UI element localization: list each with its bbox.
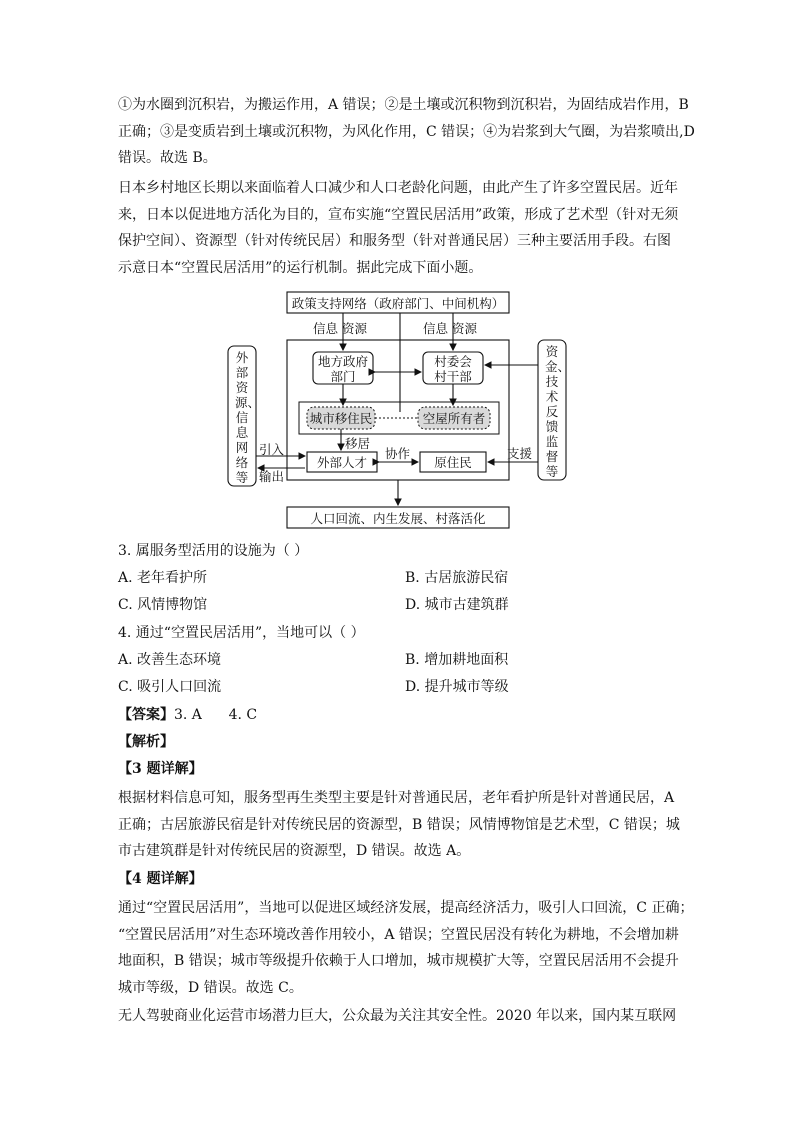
next-paragraph: [118, 1003, 678, 1030]
question-3-option-d[interactable]: D. 城市古建筑群: [405, 597, 509, 613]
diagram-lines: [225, 290, 570, 535]
support-label: 支援: [507, 446, 533, 461]
info-resource-left-label: 信息 资源: [313, 321, 367, 336]
info-resource-right-label: 信息 资源: [423, 321, 477, 336]
text-line: 示意日本“空置民居活用”的运行机制。据此完成下面小题。: [118, 259, 483, 276]
external-talent-box: 外部人才: [316, 455, 367, 470]
text-line: “空置民居活用”对生态环境改善作用较小，A 错误；空置民居没有转化为耕地，不会增加耕: [118, 926, 679, 943]
text-line: 正确；③是变质岩到土壤或沉积物，为风化作用，C 错误；④为岩浆到大气圈，为岩浆喷出,D: [118, 123, 695, 140]
funding-tech-box: 资金、技术反馈监督等: [545, 344, 571, 479]
question-3-option-c[interactable]: C. 风情博物馆: [118, 597, 208, 613]
external-resources-box: 外部资源、信息网络等: [235, 350, 261, 485]
q3-detail-label: 【3 题详解】: [118, 761, 203, 777]
q3-detail-text: [118, 785, 678, 865]
q4-detail-label: 【4 题详解】: [118, 871, 203, 887]
text-line: 正确；古居旅游民宿是针对传统民居的资源型，B 错误；风情博物馆是艺术型，C 错误；城: [118, 816, 680, 833]
introduce-label: 引入: [259, 442, 285, 457]
text-line: 保护空间）、资源型（针对传统民居）和服务型（针对普通民居）三种主要活用手段。右图: [118, 233, 671, 249]
text-line: 市古建筑群是针对传统民居的资源型，D 错误。故选 A。: [118, 843, 471, 859]
relocate-label: 移居: [345, 436, 371, 451]
text-line: 日本乡村地区长期以来面临着人口减少和人口老龄化问题，由此产生了许多空置民居。近年: [118, 180, 678, 196]
answer-label: 【答案】: [118, 707, 174, 723]
vacant-owners-node: 空屋所有者: [422, 411, 486, 426]
text-line: ①为水圈到沉积岩，为搬运作用，A 错误；②是土壤或沉积物到沉积岩，为固结成岩作用，B: [118, 97, 689, 113]
question-4-option-a[interactable]: A. 改善生态环境: [118, 652, 222, 668]
intro-paragraph: [118, 92, 695, 172]
policy-network-box: 政策支持网络（政府部门、中间机构）: [291, 296, 505, 311]
answer-value: 3. A 4. C: [174, 707, 258, 723]
text-line: 来，日本以促进地方活化为目的，宣布实施“空置民居活用”政策，形成了艺术型（针对无须: [118, 206, 679, 223]
text-line: 城市等级，D 错误。故选 C。: [118, 979, 303, 996]
text-line: 错误。故选 B。: [118, 150, 217, 166]
q4-detail-text: [118, 895, 694, 1001]
text-line: 通过“空置民居活用”，当地可以促进区域经济发展，提高经济活力，吸引人口回流，C 正确；: [118, 900, 694, 916]
question-4-option-d[interactable]: D. 提升城市等级: [405, 679, 509, 695]
question-4-option-b[interactable]: B. 增加耕地面积: [405, 652, 509, 668]
question-3-option-a[interactable]: A. 老年看护所: [118, 570, 208, 586]
local-government-box: 地方政府 部门: [317, 354, 368, 384]
urban-migrants-node: 城市移住民: [309, 411, 373, 426]
original-residents-box: 原住民: [434, 455, 472, 470]
question-3-stem: 3. 属服务型活用的设施为（ ）: [118, 543, 309, 559]
mechanism-diagram: [225, 290, 570, 535]
question-4-stem: 4. 通过“空置民居活用”，当地可以（ ）: [118, 625, 365, 641]
text-line: 地面积，B 错误；城市等级提升依赖于人口增加，城市规模扩大等，空置民居活用不会提升: [118, 953, 679, 969]
question-4-option-c[interactable]: C. 吸引人口回流: [118, 679, 222, 695]
output-label: 输出: [259, 469, 285, 484]
text-line: 根据材料信息可知，服务型再生类型主要是针对普通民居，老年看护所是针对普通民居，A: [118, 790, 675, 806]
cooperate-label: 协作: [385, 446, 411, 461]
village-committee-box: 村委会 村干部: [434, 354, 472, 384]
material-paragraph: [118, 175, 678, 281]
answer-line: [118, 702, 257, 728]
text-line: 无人驾驶商业化运营市场潜力巨大，公众最为关注其安全性。2020 年以来，国内某互联网: [118, 1008, 677, 1024]
question-3-option-b[interactable]: B. 古居旅游民宿: [405, 570, 509, 586]
outcome-box: 人口回流、内生发展、村落活化: [310, 511, 486, 526]
analysis-label: 【解析】: [118, 734, 174, 750]
